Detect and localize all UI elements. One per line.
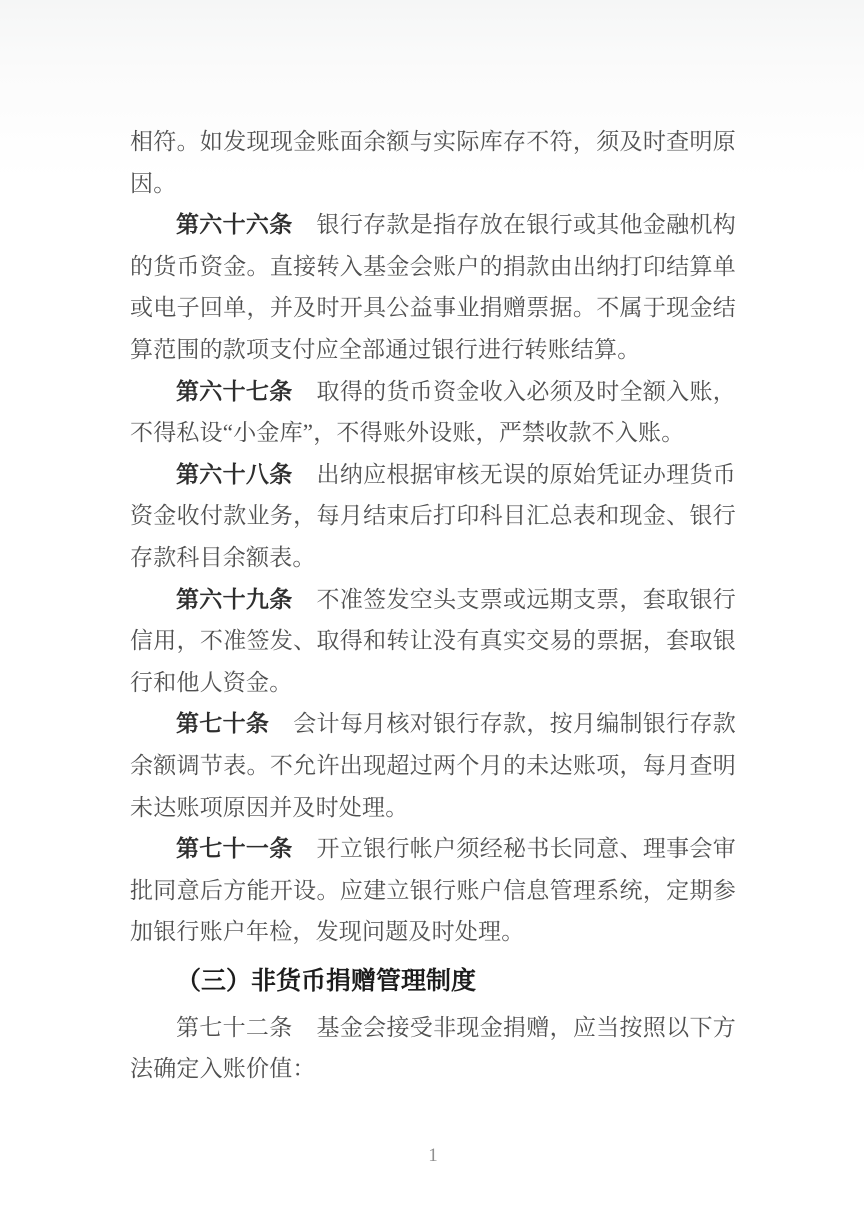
paragraph-article-67 bbox=[130, 371, 736, 454]
page-content bbox=[130, 121, 736, 1168]
article-number-69: 第六十九条 bbox=[176, 586, 293, 612]
article-text-71: 开立银行帐户须经秘书长同意、理事会审批同意后方能开设。应建立银行账户信息管理系统，定期参加银行账户年检，发现问题及时处理。 bbox=[130, 836, 736, 945]
article-number-71: 第七十一条 bbox=[176, 836, 293, 862]
article-text-67: 取得的货币资金收入必须及时全额入账，不得私设“小金库”，不得账外设账，严禁收款不入账。 bbox=[130, 378, 736, 446]
article-number-70: 第七十条 bbox=[176, 711, 270, 737]
section-heading-noncash-donation: （三）非货币捐赠管理制度 bbox=[176, 966, 477, 995]
paragraph-article-66 bbox=[130, 204, 736, 370]
article-number-72: 第七十二条 bbox=[176, 1014, 293, 1040]
article-text-69: 不准签发空头支票或远期支票，套取银行信用，不准签发、取得和转让没有真实交易的票据，套取银行和他人资金。 bbox=[130, 586, 736, 695]
article-text-72: 基金会接受非现金捐赠，应当按照以下方法确定入账价值： bbox=[130, 1014, 736, 1082]
article-number-66: 第六十六条 bbox=[176, 212, 293, 238]
article-number-68: 第六十八条 bbox=[176, 461, 293, 487]
paragraph-continuation: 相符。如发现现金账面余额与实际库存不符，须及时查明原因。 bbox=[130, 129, 736, 196]
paragraph-article-70 bbox=[130, 703, 736, 828]
page-number: 1 bbox=[428, 1145, 438, 1167]
article-text-68: 出纳应根据审核无误的原始凭证办理货币资金收付款业务，每月结束后打印科目汇总表和现金、银行存款科目余额表。 bbox=[130, 461, 736, 570]
article-text-70: 会计每月核对银行存款，按月编制银行存款余额调节表。不允许出现超过两个月的未达账项，每月查明未达账项原因并及时处理。 bbox=[130, 711, 736, 820]
article-number-67: 第六十七条 bbox=[176, 378, 293, 404]
paragraph-article-69 bbox=[130, 579, 736, 704]
article-text-66: 银行存款是指存放在银行或其他金融机构的货币资金。直接转入基金会账户的捐款由出纳打印结算单或电子回单，并及时开具公益事业捐赠票据。不属于现金结算范围的款项支付应全部通过银行进行转账结算。 bbox=[130, 212, 736, 362]
paragraph-article-71 bbox=[130, 828, 736, 953]
paragraph-article-72 bbox=[130, 1007, 736, 1090]
paragraph-article-68 bbox=[130, 454, 736, 579]
